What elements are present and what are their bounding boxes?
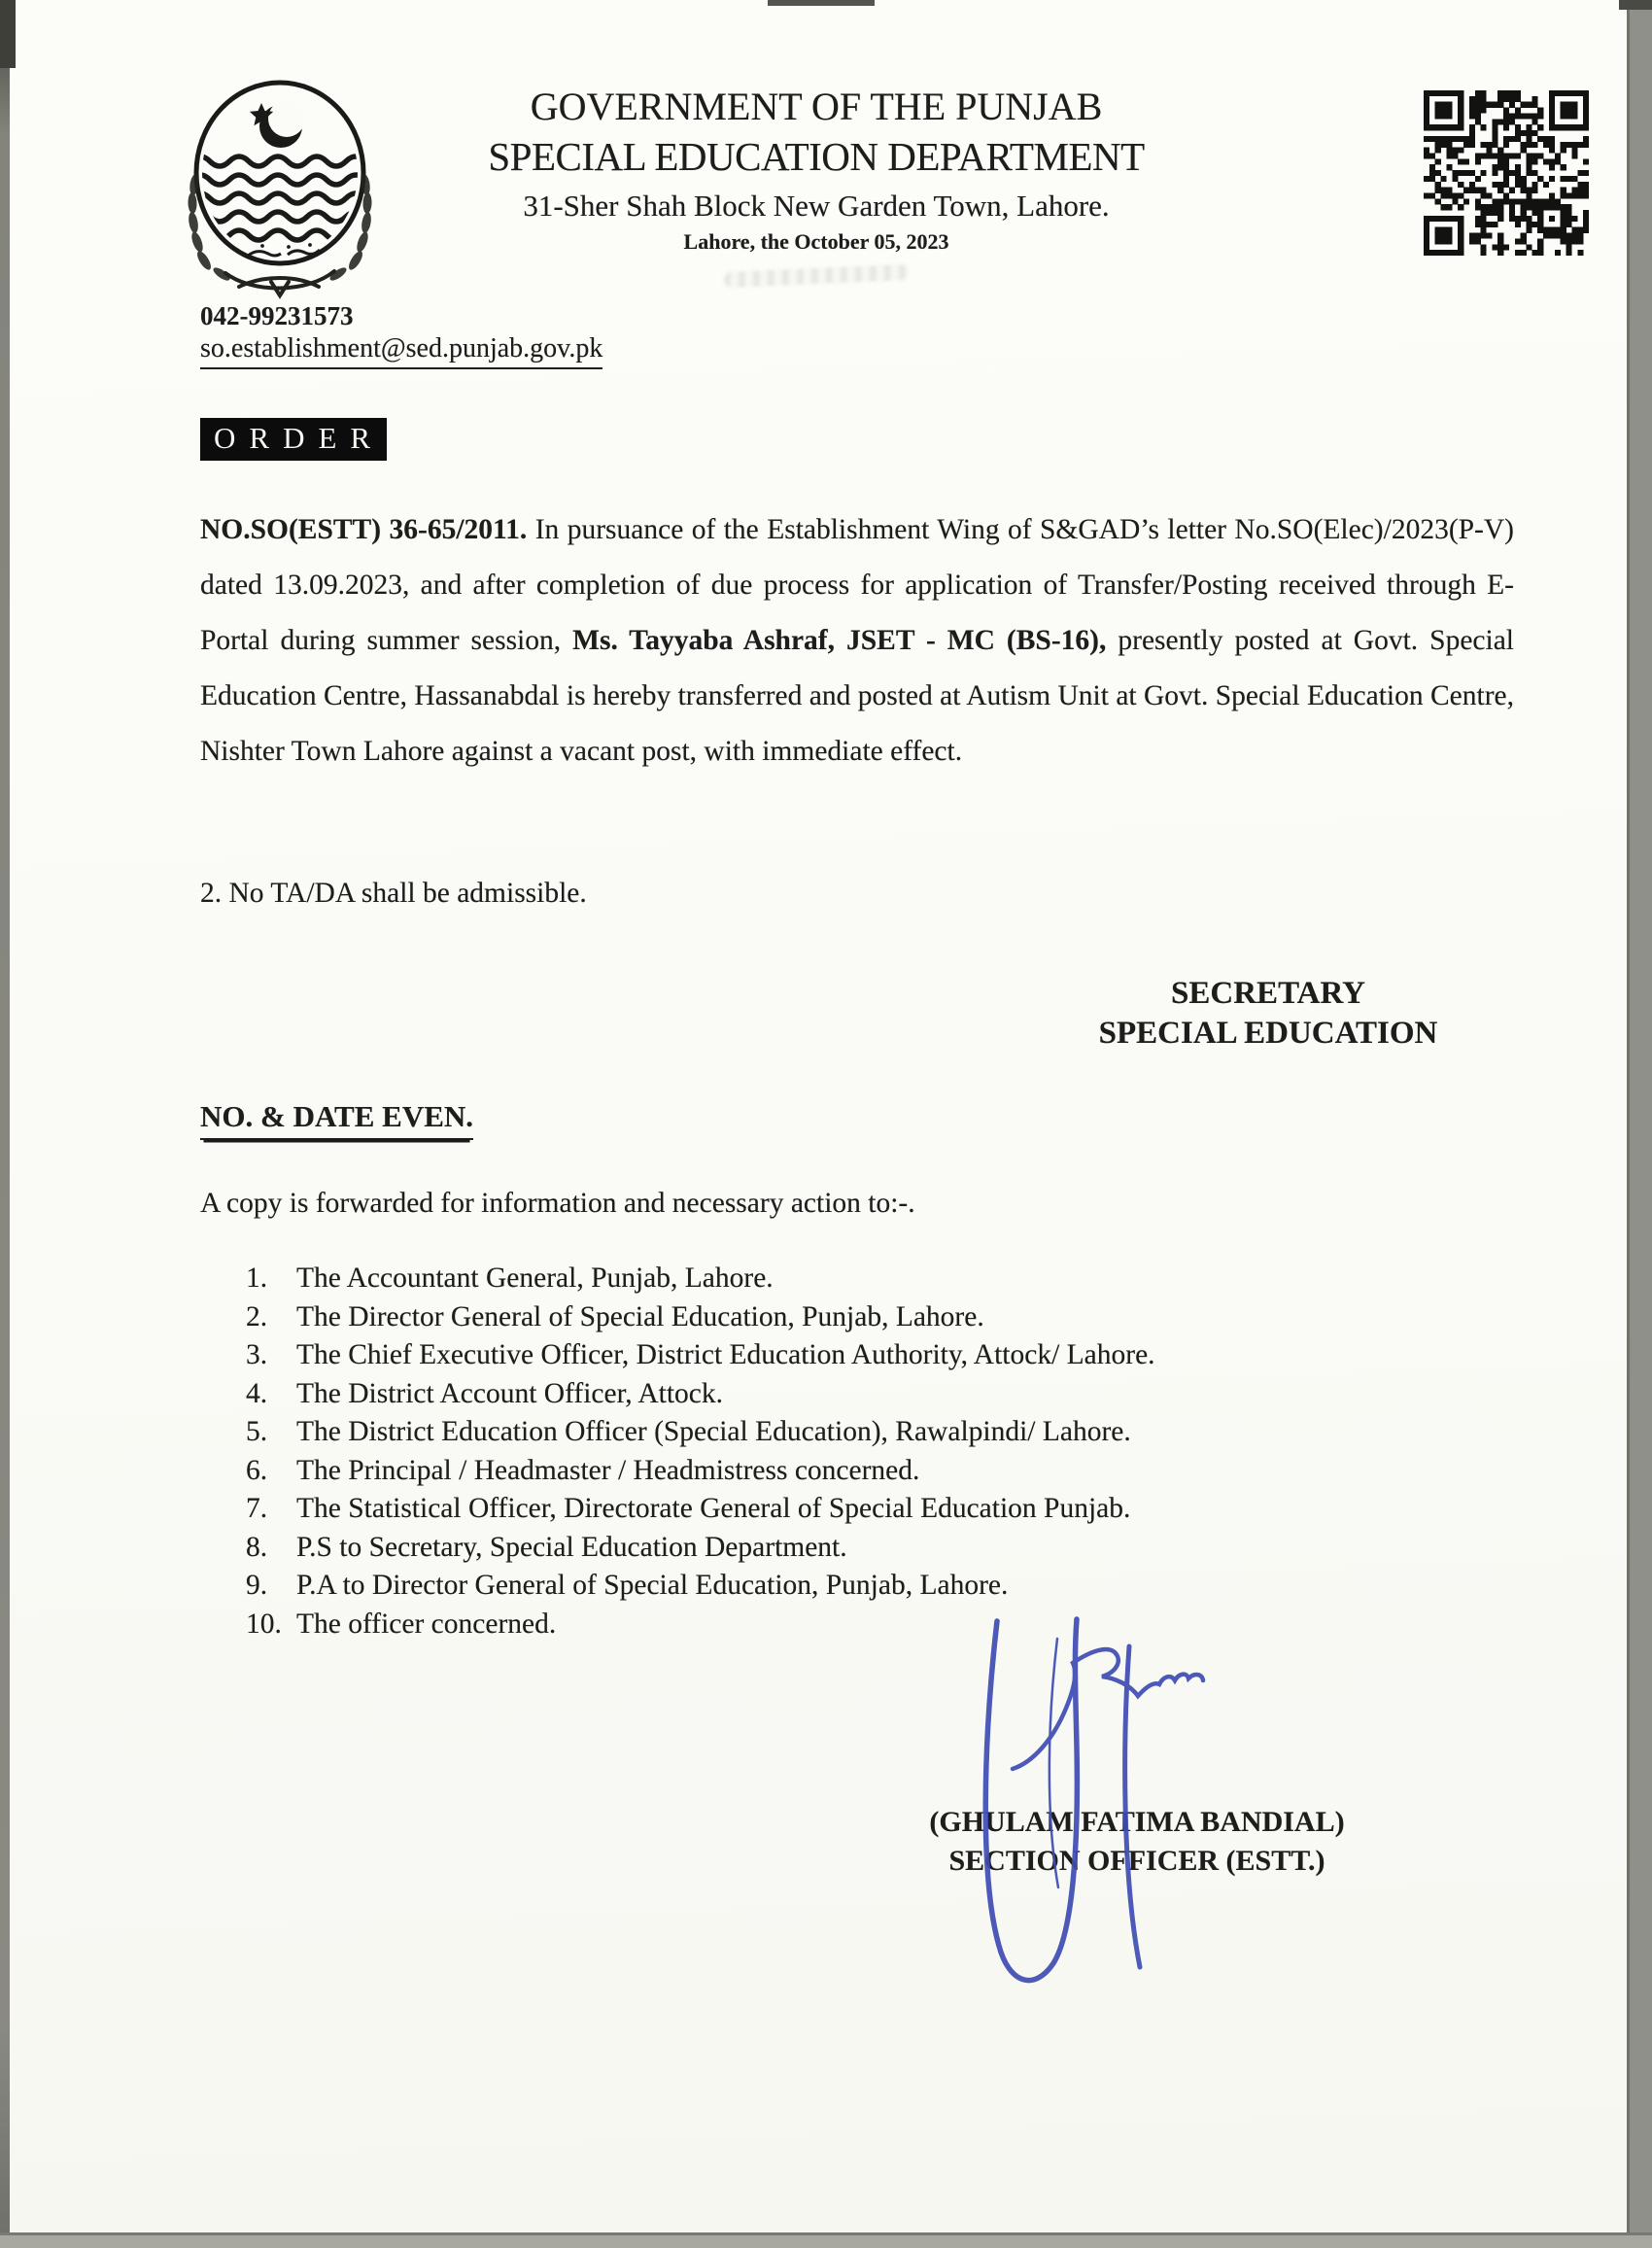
signatory-secretary-block	[1064, 974, 1472, 1054]
list-item-text: The Statistical Officer, Directorate General of Special Education Punjab.	[296, 1493, 1131, 1524]
secretary-title: SECRETARY	[1171, 976, 1365, 1011]
list-item	[246, 1375, 1470, 1414]
list-item-number: 6.	[246, 1454, 268, 1486]
list-item	[246, 1260, 1470, 1298]
order-paragraph	[200, 502, 1514, 779]
list-item	[246, 1567, 1470, 1606]
list-item	[246, 1336, 1470, 1375]
scan-edge-corner	[1619, 0, 1652, 10]
paper-sheet	[10, 0, 1627, 2232]
list-item-text: P.A to Director General of Special Education, Punjab, Lahore.	[296, 1570, 1009, 1601]
scan-smudge-artifact	[724, 264, 910, 288]
list-item	[246, 1529, 1470, 1568]
list-item-number: 2.	[246, 1300, 268, 1332]
scan-edge-left	[0, 0, 10, 2248]
list-item-text: The officer concerned.	[296, 1608, 557, 1640]
order-body-text-2: presently posted at Govt. Special Education Centre, Hassanabdal is hereby transferred and posted at Autism Unit at Govt. Special Education Centre, Nishter Town Lahore against a vacant post, with immediate effect.	[200, 625, 1514, 767]
list-item	[246, 1298, 1470, 1337]
org-name-line2: SPECIAL EDUCATION DEPARTMENT	[488, 134, 1145, 179]
scan-edge-artifact	[768, 0, 875, 6]
org-dateline: Lahore, the October 05, 2023	[683, 229, 949, 254]
transferee-name: Ms. Tayyaba Ashraf, JSET - MC (BS-16),	[572, 625, 1107, 656]
scan-edge-corner	[0, 0, 16, 68]
qr-code	[1424, 90, 1589, 260]
signatory-section-officer-block	[928, 1803, 1346, 1881]
letterhead	[330, 84, 1302, 255]
list-item-number: 10.	[246, 1608, 282, 1640]
order-body-text-1: In pursuance of the Establishment Wing of S&GAD’s letter No.SO(Elec)/2023(P-V) dated 13.09.2023, and after completion of due process for application of Transfer/Posting received through E-Portal during summer session,	[200, 514, 1514, 656]
org-name-line1: GOVERNMENT OF THE PUNJAB	[530, 85, 1103, 128]
copy-forward-line: A copy is forwarded for information and necessary action to:-.	[200, 1188, 915, 1219]
phone-number: 042-99231573	[200, 301, 354, 330]
list-item-text: The Principal / Headmaster / Headmistress concerned.	[296, 1454, 920, 1486]
order-heading: ORDER	[200, 418, 387, 461]
list-item-text: P.S to Secretary, Special Education Department.	[296, 1531, 847, 1563]
list-item	[246, 1452, 1470, 1491]
order-reference-number: NO.SO(ESTT) 36-65/2011.	[200, 514, 528, 545]
list-item	[246, 1490, 1470, 1529]
signatory-name: (GHULAM FATIMA BANDIAL)	[929, 1806, 1345, 1838]
list-item-text: The District Education Officer (Special Education), Rawalpindi/ Lahore.	[296, 1416, 1131, 1447]
email-link[interactable]: so.establishment@sed.punjab.gov.pk	[200, 333, 602, 369]
list-item-number: 1.	[246, 1262, 268, 1294]
list-item-text: The District Account Officer, Attock.	[296, 1377, 724, 1409]
list-item-text: The Accountant General, Punjab, Lahore.	[296, 1262, 774, 1294]
list-item-number: 7.	[246, 1493, 268, 1524]
clause-no-tada: 2. No TA/DA shall be admissible.	[200, 878, 587, 909]
list-item-number: 3.	[246, 1339, 268, 1370]
list-item-number: 4.	[246, 1377, 268, 1409]
list-item-number: 5.	[246, 1416, 268, 1447]
scan-edge-right	[1627, 0, 1652, 2248]
ref-heading: NO. & DATE EVEN.	[200, 1099, 473, 1140]
list-item-text: The Director General of Special Education, Punjab, Lahore.	[296, 1300, 984, 1332]
signatory-designation: SECTION OFFICER (ESTT.)	[948, 1845, 1325, 1877]
list-item-number: 9.	[246, 1570, 268, 1601]
distribution-list	[246, 1260, 1470, 1643]
list-item	[246, 1606, 1470, 1644]
list-item-text: The Chief Executive Officer, District Education Authority, Attock/ Lahore.	[296, 1339, 1155, 1370]
scan-edge-bottom	[0, 2232, 1652, 2248]
list-item-number: 8.	[246, 1531, 268, 1563]
list-item	[246, 1413, 1470, 1452]
org-address: 31-Sher Shah Block New Garden Town, Lahore.	[523, 189, 1110, 223]
secretary-department: SPECIAL EDUCATION	[1098, 1016, 1438, 1051]
